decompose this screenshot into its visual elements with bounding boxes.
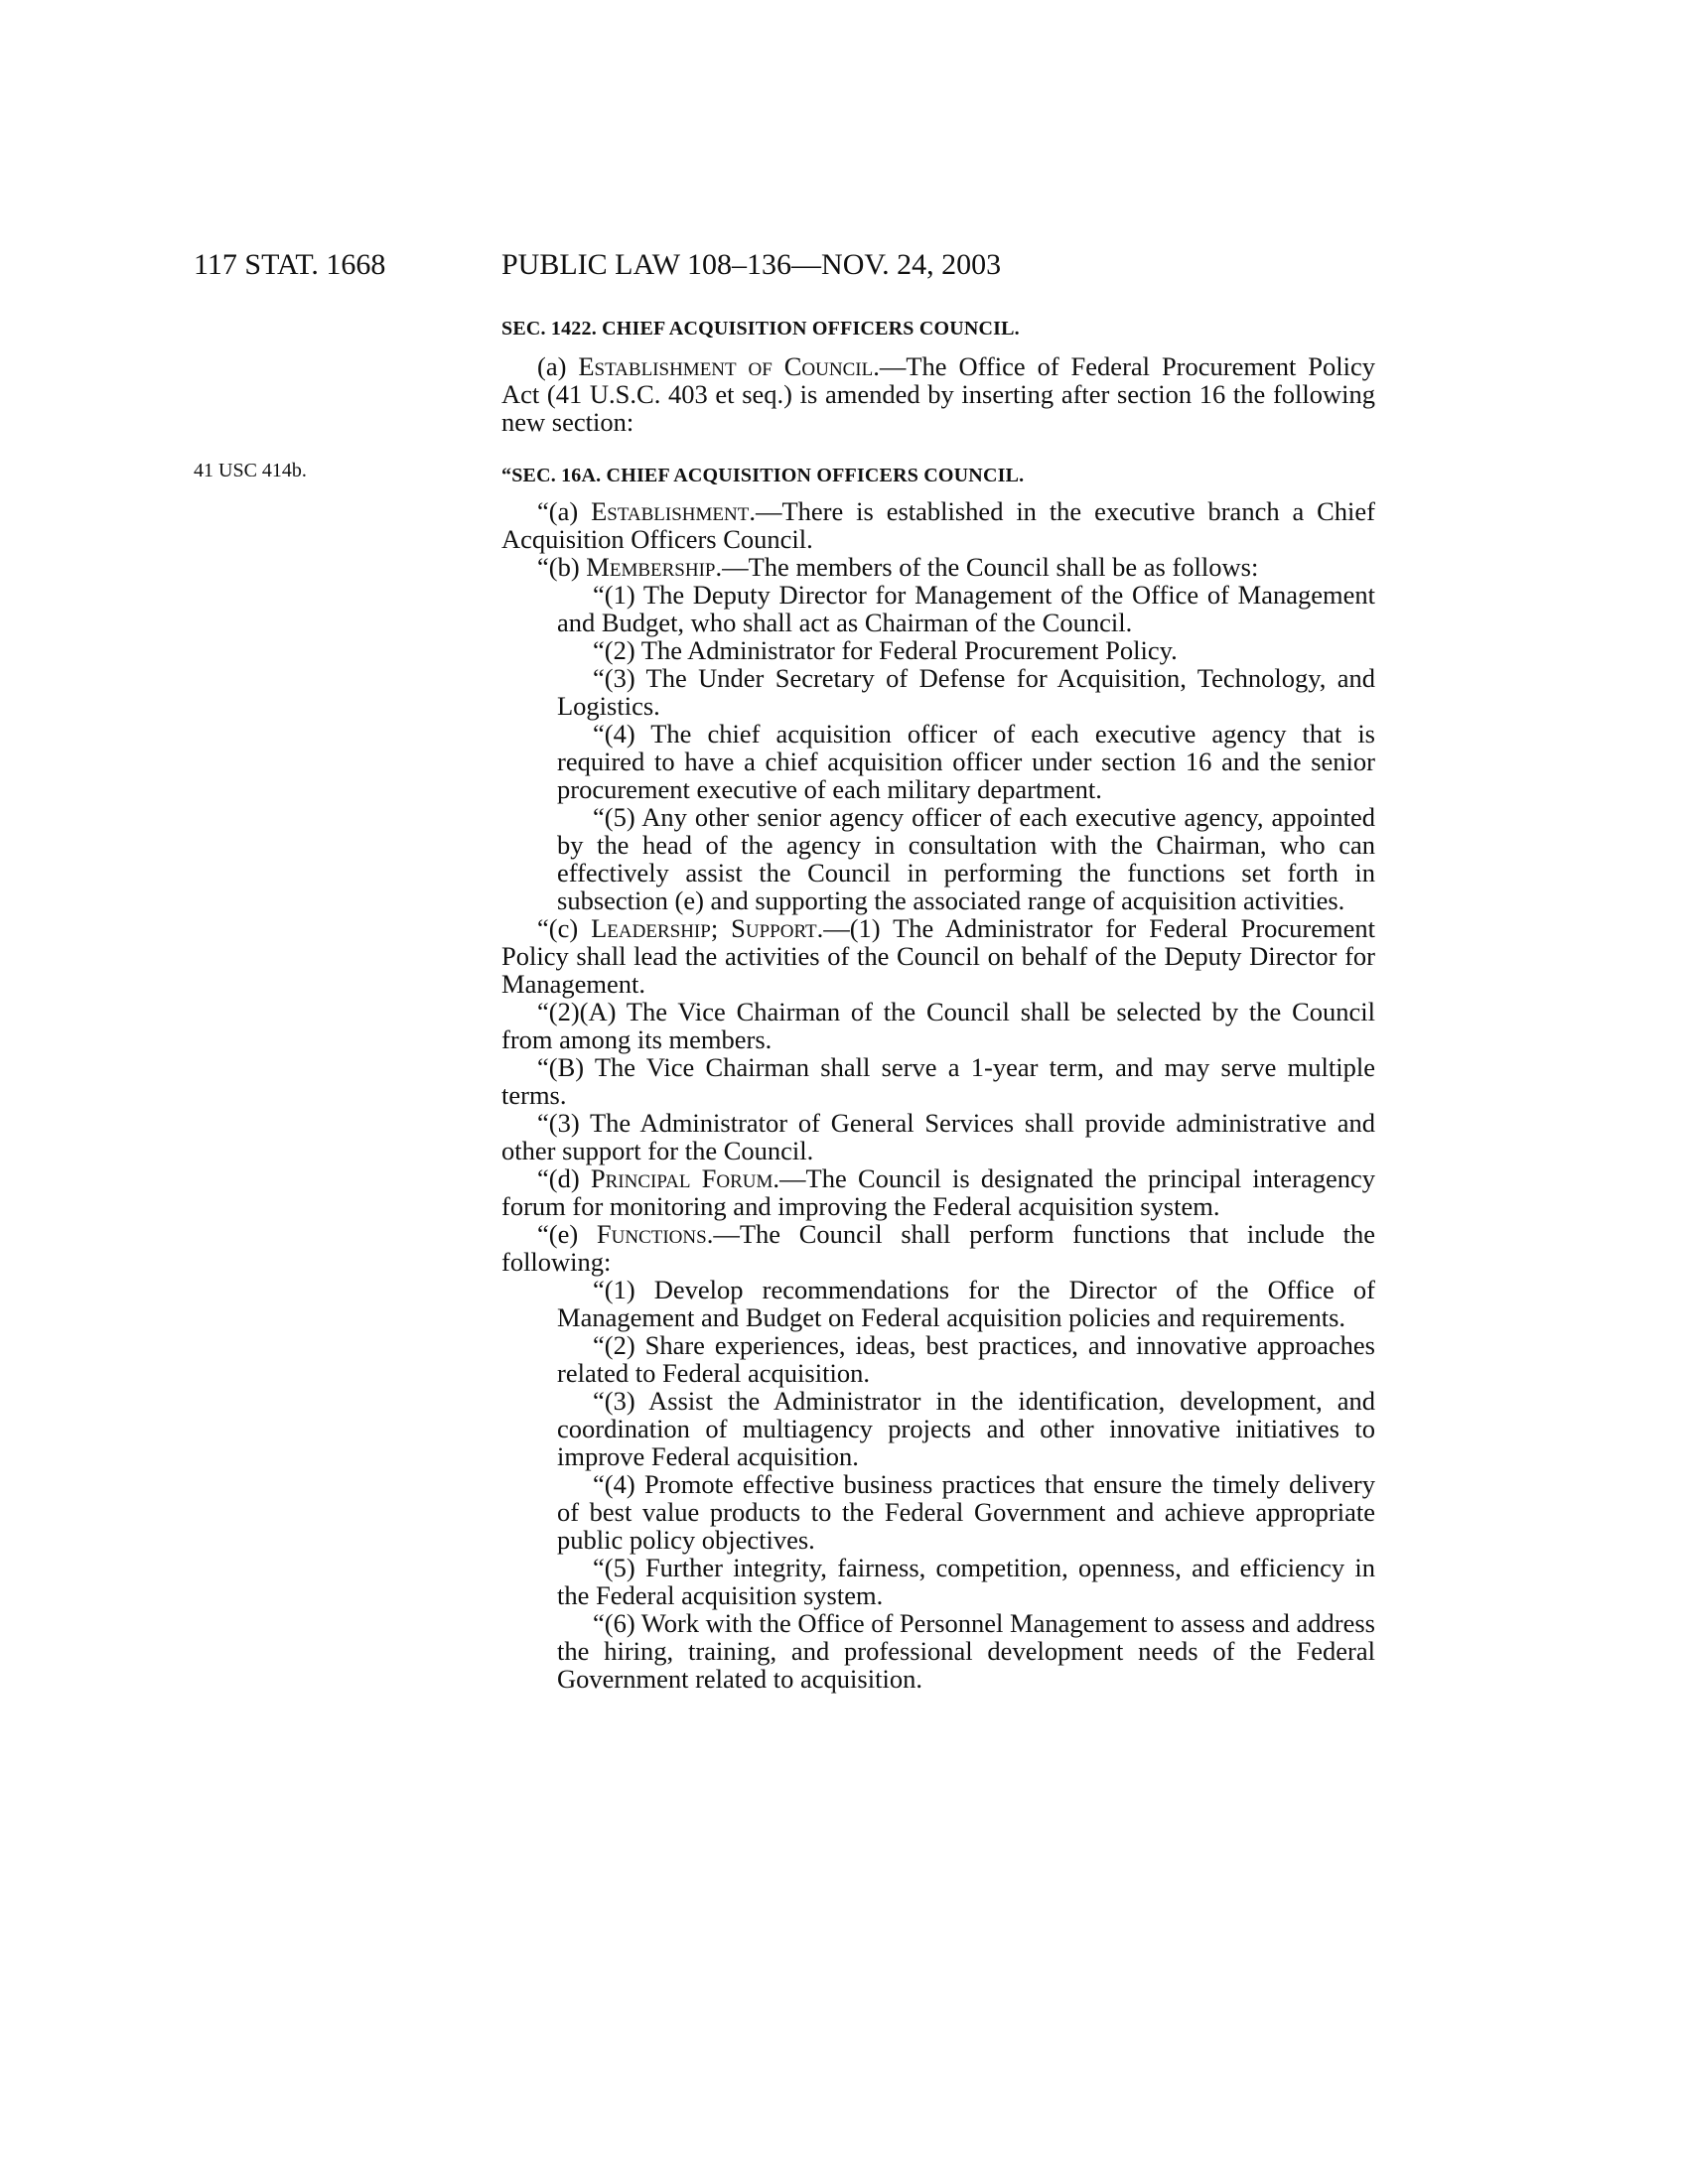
membership-item: “(3) The Under Secretary of Defense for Acquisition, Technology, and Logistics.: [557, 663, 1375, 721]
subsection-caption: Membership: [586, 552, 716, 582]
section-16a-subsection-a: [501, 497, 1375, 553]
functions-item: “(1) Develop recommendations for the Director of the Office of Management and Budget on Federal acquisition policies and requirements.: [557, 1275, 1375, 1332]
subsection-text: .—The Council shall perform functions that include the following:: [501, 1219, 1375, 1277]
membership-item: “(4) The chief acquisition officer of each executive agency that is required to have a chief acquisition officer under section 16 and the senior procurement executive of each military department.: [557, 719, 1375, 804]
subsection-text: .—The members of the Council shall be as follows:: [715, 552, 1259, 582]
leadership-paragraph: “(B) The Vice Chairman shall serve a 1-year term, and may serve multiple terms.: [501, 1052, 1375, 1110]
subsection-caption: Establishment of Council: [578, 351, 874, 381]
section-1422-subsection-a: [501, 352, 1375, 436]
subsection-label: (a): [537, 351, 579, 381]
public-law-title: PUBLIC LAW 108–136—NOV. 24, 2003: [501, 248, 1002, 281]
subsection-text: .—(1) The Administrator for Federal Procurement Policy shall lead the activities of the Council on behalf of the Deputy Director for Management.: [501, 913, 1375, 999]
section-16a-subsection-c: [501, 914, 1375, 998]
subsection-text: .—There is established in the executive branch a Chief Acquisition Officers Council.: [501, 496, 1375, 554]
functions-item: “(6) Work with the Office of Personnel Management to assess and address the hiring, training, and professional development needs of the Federal Government related to acquisition.: [557, 1608, 1375, 1694]
subsection-label: “(c): [537, 913, 592, 943]
subsection-label: “(d): [537, 1163, 591, 1193]
functions-item: “(5) Further integrity, fairness, competition, openness, and efficiency in the Federal acquisition system.: [557, 1553, 1375, 1610]
leadership-paragraph: “(2)(A) The Vice Chairman of the Council shall be selected by the Council from among its members.: [501, 997, 1375, 1054]
leadership-paragraph: “(3) The Administrator of General Services shall provide administrative and other support for the Council.: [501, 1108, 1375, 1165]
subsection-caption: Functions: [596, 1219, 707, 1249]
subsection-label: “(e): [537, 1219, 597, 1249]
statute-text-column: [501, 315, 1375, 1693]
membership-item: “(2) The Administrator for Federal Procurement Policy.: [593, 635, 1178, 665]
statute-page-reference: 117 STAT. 1668: [194, 248, 386, 281]
functions-item: “(3) Assist the Administrator in the identification, development, and coordination of multiagency projects and other innovative initiatives to improve Federal acquisition.: [557, 1386, 1375, 1471]
page-header: [0, 248, 1688, 288]
margin-citation-note: 41 USC 414b.: [194, 460, 307, 481]
functions-item: “(4) Promote effective business practices that ensure the timely delivery of best value products to the Federal Government and achieve appropriate public policy objectives.: [557, 1469, 1375, 1555]
subsection-caption: Establishment: [591, 496, 750, 526]
membership-item: “(1) The Deputy Director for Management of the Office of Management and Budget, who shall act as Chairman of the Council.: [557, 580, 1375, 637]
subsection-caption: Principal Forum: [590, 1163, 774, 1193]
section-16a-heading: “SEC. 16A. CHIEF ACQUISITION OFFICERS COUNCIL.: [501, 465, 1025, 486]
subsection-caption: Leadership; Support: [591, 913, 817, 943]
section-16a-subsection-d: [501, 1164, 1375, 1220]
functions-item: “(2) Share experiences, ideas, best practices, and innovative approaches related to Federal acquisition.: [557, 1330, 1375, 1388]
subsection-label: “(a): [537, 496, 592, 526]
section-16a-subsection-b: [501, 553, 1375, 581]
section-16a-subsection-e: [501, 1220, 1375, 1276]
membership-item: “(5) Any other senior agency officer of each executive agency, appointed by the head of the agency in consultation with the Chairman, who can effectively assist the Council in performing the functions set forth in subsection (e) and supporting the associated range of acquisition activities.: [557, 802, 1375, 915]
subsection-text: .—The Office of Federal Procurement Policy Act (41 U.S.C. 403 et seq.) is amended by inserting after section 16 the following new section:: [501, 351, 1375, 437]
section-1422-heading: SEC. 1422. CHIEF ACQUISITION OFFICERS COUNCIL.: [501, 318, 1020, 340]
subsection-text: .—The Council is designated the principal interagency forum for monitoring and improving the Federal acquisition system.: [501, 1163, 1375, 1221]
subsection-label: “(b): [537, 552, 587, 582]
